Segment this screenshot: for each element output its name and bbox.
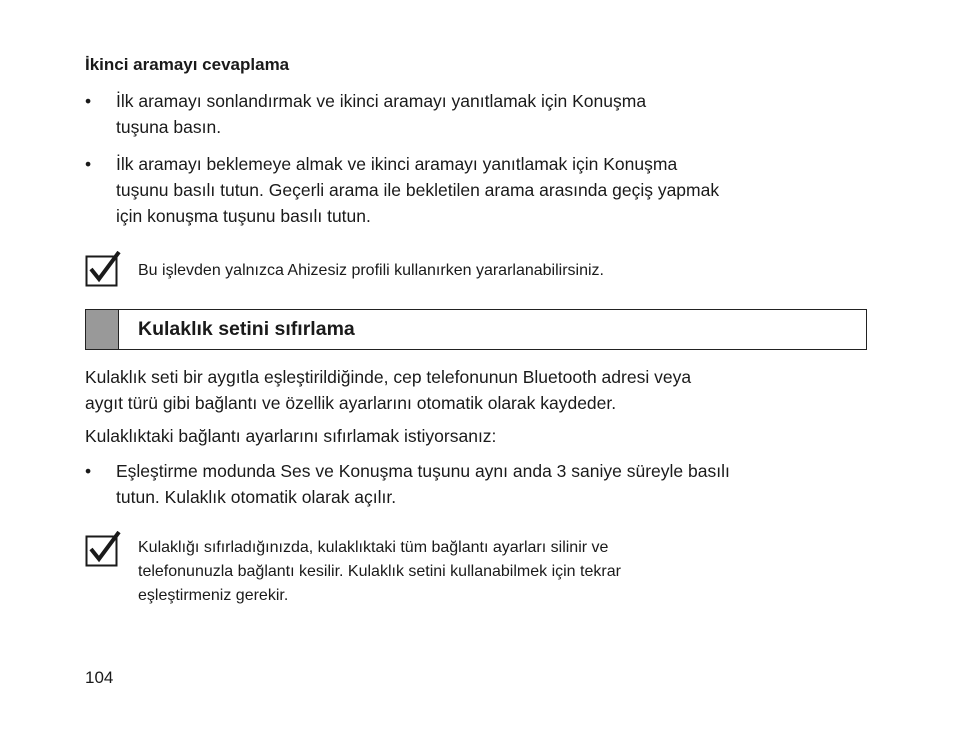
paragraph: Kulaklıktaki bağlantı ayarlarını sıfırlamak istiyorsanız: (85, 426, 497, 446)
section-marker-block (86, 310, 119, 349)
text-line: Eşleştirme modunda Ses ve Konuşma tuşunu aynı anda 3 saniye süreyle basılı (116, 461, 730, 481)
checkmark-box-icon (85, 251, 121, 287)
subheading-answer-second-call: İkinci aramayı cevaplama (85, 55, 290, 74)
bullet-marker: • (85, 154, 92, 174)
text-line: Bu işlevden yalnızca Ahizesiz profili kullanırken yararlanabilirsiniz. (138, 262, 604, 279)
note-text (138, 259, 838, 283)
text-line: Kulaklığı sıfırladığınızda, kulaklıktaki tüm bağlantı ayarları silinir ve (138, 539, 609, 556)
bullet-text (116, 458, 876, 510)
bullet-text (116, 88, 876, 140)
checkmark-box-icon (85, 531, 121, 567)
text-line: Kulaklık seti bir aygıtla eşleştirildiğinde, cep telefonunun Bluetooth adresi veya (85, 367, 692, 387)
bullet-marker: • (85, 461, 92, 481)
page-number: 104 (85, 668, 114, 687)
text-line: için konuşma tuşunu basılı tutun. (116, 206, 371, 226)
text-line: İlk aramayı sonlandırmak ve ikinci aramayı yanıtlamak için Konuşma (116, 91, 647, 111)
note-text (138, 536, 838, 608)
text-line: aygıt türü gibi bağlantı ve özellik ayarlarını otomatik olarak kaydeder. (85, 393, 617, 413)
paragraph (85, 364, 875, 416)
section-header-bar (85, 309, 867, 350)
text-line: tuşunu basılı tutun. Geçerli arama ile bekletilen arama arasında geçiş yapmak (116, 180, 720, 200)
text-line: telefonunuzla bağlantı kesilir. Kulaklık setini kullanabilmek için tekrar (138, 563, 621, 580)
text-line: eşleştirmeniz gerekir. (138, 587, 289, 604)
section-title: Kulaklık setini sıfırlama (138, 318, 355, 340)
text-line: tutun. Kulaklık otomatik olarak açılır. (116, 487, 397, 507)
text-line: tuşuna basın. (116, 117, 222, 137)
bullet-marker: • (85, 91, 92, 111)
text-line: İlk aramayı beklemeye almak ve ikinci aramayı yanıtlamak için Konuşma (116, 154, 678, 174)
bullet-text (116, 151, 876, 229)
